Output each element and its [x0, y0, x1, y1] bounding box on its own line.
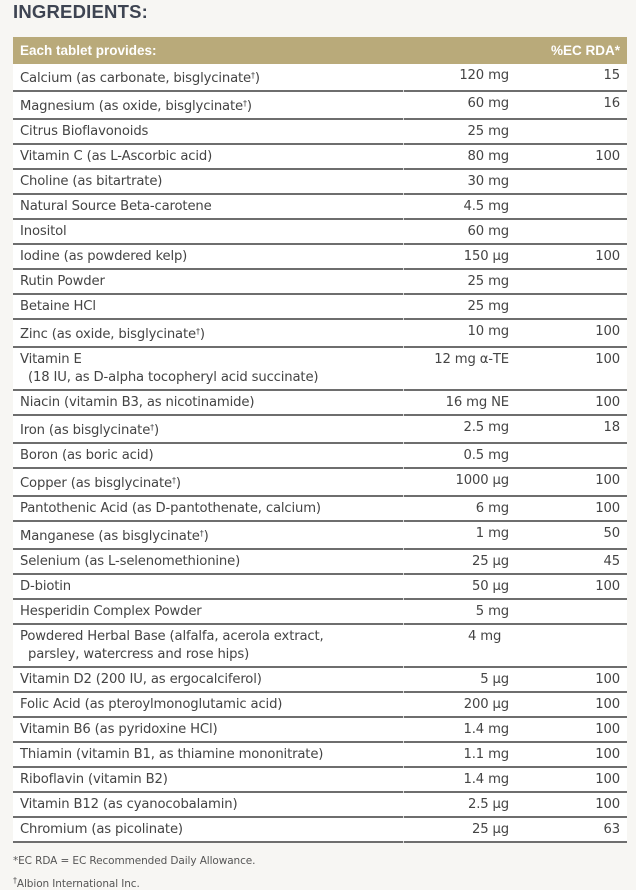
ingredient-name-cell [13, 771, 403, 789]
ingredient-name-cell [13, 603, 403, 621]
ingredient-name-cell [13, 273, 403, 291]
ingredient-name-cell [13, 821, 403, 839]
ingredient-name-cell [13, 696, 403, 714]
table-row [13, 64, 627, 92]
table-row [13, 92, 627, 120]
amount-cell: 150 µg [463, 249, 509, 264]
table-row [13, 170, 627, 195]
table-row [13, 220, 627, 245]
rda-cell: 100 [595, 352, 620, 367]
ingredient-name-cell [13, 95, 403, 116]
rda-cell: 100 [595, 722, 620, 737]
table-row [13, 668, 627, 693]
ingredient-name: Iodine (as powdered kelp) [20, 249, 188, 264]
ingredient-name-cell [13, 323, 403, 344]
footnote-rda: *EC RDA = EC Recommended Daily Allowance. [13, 855, 256, 867]
ingredient-name: Thiamin (vitamin B1, as thiamine mononitrate) [20, 747, 324, 762]
rda-cell: 63 [603, 822, 620, 837]
ingredient-name-cell [13, 148, 403, 166]
ingredient-name-cell [13, 123, 403, 141]
ingredient-name-cell [13, 419, 403, 440]
ingredients-table [13, 37, 627, 843]
amount-cell: 120 mg [459, 68, 509, 83]
ingredient-detail: (18 IU, as D-alpha tocopheryl acid succinate) [28, 370, 319, 385]
rda-cell [509, 447, 620, 465]
table-row [13, 743, 627, 768]
rda-cell [509, 603, 620, 621]
rda-cell [509, 198, 620, 216]
ingredient-name-cell [13, 447, 403, 465]
ingredient-name-cell [13, 298, 403, 316]
ingredient-name-cell [13, 198, 403, 216]
table-header [13, 37, 627, 64]
table-row [13, 270, 627, 295]
amount-cell: 50 µg [472, 579, 509, 594]
amount-cell: 25 µg [472, 822, 509, 837]
ingredient-name-cell [13, 67, 403, 88]
rda-cell: 18 [603, 420, 620, 435]
rda-cell: 45 [603, 554, 620, 569]
ingredient-name: Manganese (as bisglycinate†) [20, 529, 209, 544]
header-rda: %EC RDA* [550, 43, 620, 58]
table-body [13, 64, 627, 843]
ingredient-name: Rutin Powder [20, 274, 105, 289]
rda-cell: 100 [595, 579, 620, 594]
rda-cell: 50 [603, 526, 620, 541]
amount-cell: 80 mg [467, 149, 509, 164]
rda-cell [509, 628, 620, 664]
amount-cell: 4.5 mg [463, 199, 509, 214]
table-row [13, 718, 627, 743]
ingredient-name: Selenium (as L-selenomethionine) [20, 554, 241, 569]
ingredient-name: Riboflavin (vitamin B2) [20, 772, 168, 787]
table-row [13, 444, 627, 469]
rda-cell: 100 [595, 395, 620, 410]
ingredient-name: Niacin (vitamin B3, as nicotinamide) [20, 395, 255, 410]
rda-cell: 100 [595, 501, 620, 516]
table-row [13, 348, 627, 391]
ingredient-name: Magnesium (as oxide, bisglycinate†) [20, 99, 252, 114]
ingredient-name-cell [13, 173, 403, 191]
header-each-tablet: Each tablet provides: [20, 43, 157, 58]
amount-cell: 2.5 mg [463, 420, 509, 435]
rda-cell: 100 [595, 473, 620, 488]
table-row [13, 416, 627, 444]
rda-cell: 100 [595, 772, 620, 787]
amount-cell: 5 mg [475, 604, 509, 619]
amount-cell: 1.4 mg [463, 722, 509, 737]
ingredient-name: Choline (as bitartrate) [20, 174, 163, 189]
amount-cell: 200 µg [463, 697, 509, 712]
ingredient-name: Pantothenic Acid (as D-pantothenate, calcium) [20, 501, 321, 516]
rda-cell [509, 298, 620, 316]
ingredient-name-cell [13, 553, 403, 571]
ingredient-name: D-biotin [20, 579, 72, 594]
amount-cell: 5 µg [480, 672, 509, 687]
amount-cell: 25 mg [467, 299, 509, 314]
ingredient-name: Citrus Bioflavonoids [20, 124, 149, 139]
ingredient-name-cell [13, 746, 403, 764]
amount-cell: 0.5 mg [463, 448, 509, 463]
ingredient-name: Boron (as boric acid) [20, 448, 154, 463]
rda-cell: 15 [603, 68, 620, 83]
ingredient-name-cell [13, 223, 403, 241]
rda-cell: 100 [595, 249, 620, 264]
table-row [13, 295, 627, 320]
rda-cell: 16 [603, 96, 620, 111]
table-row [13, 818, 627, 843]
ingredient-name-cell [13, 721, 403, 739]
amount-cell: 25 mg [467, 124, 509, 139]
rda-cell: 100 [595, 747, 620, 762]
amount-cell: 1 mg [475, 526, 509, 541]
rda-cell [509, 123, 620, 141]
ingredient-name: Vitamin B6 (as pyridoxine HCl) [20, 722, 218, 737]
table-row [13, 391, 627, 416]
table-row [13, 120, 627, 145]
table-row [13, 600, 627, 625]
amount-cell: 10 mg [467, 324, 509, 339]
table-row [13, 320, 627, 348]
ingredient-name: Vitamin D2 (200 IU, as ergocalciferol) [20, 672, 262, 687]
amount-cell: 25 µg [472, 554, 509, 569]
rda-cell [509, 223, 620, 241]
ingredient-name-cell [13, 472, 403, 493]
amount-cell: 30 mg [467, 174, 509, 189]
ingredient-name-cell [13, 248, 403, 266]
table-row [13, 625, 627, 668]
table-row [13, 575, 627, 600]
rda-cell: 100 [595, 672, 620, 687]
table-row [13, 497, 627, 522]
amount-cell: 2.5 µg [467, 797, 509, 812]
ingredient-name: Vitamin C (as L-Ascorbic acid) [20, 149, 213, 164]
page-title: INGREDIENTS: [13, 1, 148, 22]
amount-cell: 16 mg NE [445, 395, 509, 410]
ingredient-name-cell [13, 351, 403, 387]
rda-cell [509, 273, 620, 291]
amount-cell: 4 mg [468, 629, 502, 644]
table-row [13, 522, 627, 550]
ingredient-name-cell [13, 671, 403, 689]
ingredient-detail: parsley, watercress and rose hips) [28, 647, 250, 662]
rda-cell: 100 [595, 324, 620, 339]
footnote-albion: †Albion International Inc. [13, 876, 140, 890]
ingredient-name: Chromium (as picolinate) [20, 822, 183, 837]
ingredient-name-cell [13, 500, 403, 518]
ingredient-name: Vitamin B12 (as cyanocobalamin) [20, 797, 238, 812]
ingredient-name: Natural Source Beta-carotene [20, 199, 212, 214]
table-row [13, 693, 627, 718]
ingredient-name-cell [13, 525, 403, 546]
table-row [13, 245, 627, 270]
ingredient-name: Copper (as bisglycinate†) [20, 476, 181, 491]
table-row [13, 195, 627, 220]
ingredient-name: Calcium (as carbonate, bisglycinate†) [20, 71, 260, 86]
table-row [13, 768, 627, 793]
amount-cell: 6 mg [475, 501, 509, 516]
ingredient-name-cell [13, 628, 403, 664]
ingredient-name-cell [13, 394, 403, 412]
amount-cell: 25 mg [467, 274, 509, 289]
table-row [13, 469, 627, 497]
ingredient-name: Iron (as bisglycinate†) [20, 423, 160, 438]
amount-cell: 1000 µg [455, 473, 509, 488]
amount-cell: 1.1 mg [463, 747, 509, 762]
rda-cell: 100 [595, 797, 620, 812]
ingredient-name: Inositol [20, 224, 67, 239]
amount-cell: 60 mg [467, 96, 509, 111]
ingredient-name-cell [13, 578, 403, 596]
table-row [13, 550, 627, 575]
rda-cell [509, 173, 620, 191]
rda-cell: 100 [595, 149, 620, 164]
amount-cell: 1.4 mg [463, 772, 509, 787]
amount-cell: 12 mg α-TE [434, 352, 509, 367]
table-row [13, 793, 627, 818]
table-row [13, 145, 627, 170]
ingredient-name: Powdered Herbal Base (alfalfa, acerola extract, [20, 629, 324, 644]
ingredient-name: Hesperidin Complex Powder [20, 604, 202, 619]
rda-cell: 100 [595, 697, 620, 712]
ingredient-name: Betaine HCl [20, 299, 96, 314]
amount-cell: 60 mg [467, 224, 509, 239]
ingredient-name: Zinc (as oxide, bisglycinate†) [20, 327, 205, 342]
ingredient-name: Folic Acid (as pteroylmonoglutamic acid) [20, 697, 283, 712]
ingredient-name: Vitamin E [20, 352, 82, 367]
ingredient-name-cell [13, 796, 403, 814]
